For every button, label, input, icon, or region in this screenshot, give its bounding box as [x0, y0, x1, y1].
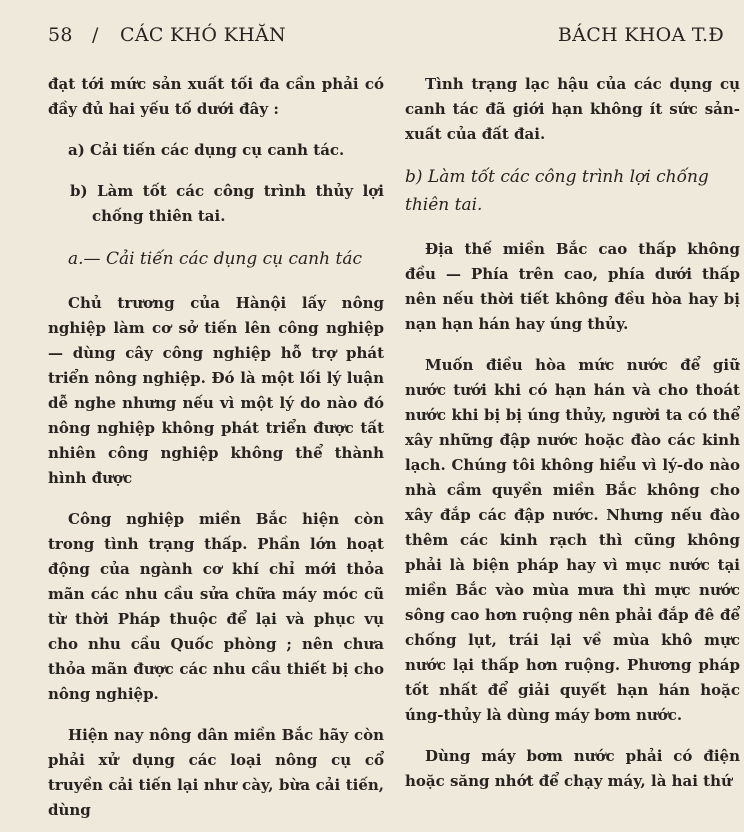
paragraph: Địa thế miền Bắc cao thấp không đều — Phía trên cao, phía dưới thấp nên nếu thời tiết không đều hòa hay bị nạn hạn hán hay úng thủy.: [405, 240, 740, 333]
left-column: [48, 72, 384, 832]
intro-paragraph: đạt tới mức sản xuất tối đa cần phải có đầy đủ hai yếu tố dưới đây :: [48, 75, 384, 118]
running-header: [48, 22, 724, 56]
publication-title: BÁCH KHOA T.Đ: [557, 24, 724, 46]
list-item-a: a) Cải tiến các dụng cụ canh tác.: [68, 141, 345, 159]
paragraph: Muốn điều hòa mức nước để giữ nước tưới khi có hạn hán và cho thoát nước khi bị bị úng thủy, người ta có thể xây những đập nước hoặc đào các kinh lạch. Chúng tôi không hiểu vì lý-do nào nhà cầm quyền miền Bắc không cho xây đắp các đập nước. Nhưng nếu đào thêm các kinh rạch thì cũng không phải là biện pháp hay vì mục nước tại miền Bắc vào mùa mưa thì mực nước sông cao hơn ruộng nên phải đắp đê để chống lụt, trái lại về mùa khô mực nước lại thấp hơn ruộng. Phương pháp tốt nhất để giải quyết hạn hán hoặc úng-thủy là dùng máy bơm nước.: [405, 356, 740, 724]
paragraph: Chủ trương của Hànội lấy nông nghiệp làm cơ sở tiến lên công nghiệp — dùng cây công nghiệp hỗ trợ phát triển nông nghiệp. Đó là một lối lý luận dễ nghe nhưng nếu vì một lý do nào đó nông nghiệp không phát triển được tất nhiên công nghiệp không thể thành hình được: [48, 294, 384, 487]
page-number: 58: [48, 24, 73, 46]
section-title: CÁC KHÓ KHĂN: [120, 24, 286, 46]
right-column: [405, 72, 740, 832]
section-heading-b: b) Làm tốt các công trình lợi chống thiên tai.: [405, 167, 709, 215]
paragraph: Dùng máy bơm nước phải có điện hoặc săng nhớt để chạy máy, là hai thứ: [405, 747, 740, 790]
header-separator: /: [92, 24, 99, 46]
paragraph: Công nghiệp miền Bắc hiện còn trong tình trạng thấp. Phần lớn hoạt động của ngành cơ khí chỉ mới thỏa mãn các nhu cầu sửa chữa máy móc cũ từ thời Pháp thuộc để lại và phục vụ cho nhu cầu Quốc phòng ; nên chưa thỏa mãn được các nhu cầu thiết bị cho nông nghiệp.: [48, 510, 384, 703]
section-heading-a: a.— Cải tiến các dụng cụ canh tác: [68, 249, 362, 269]
paragraph: Hiện nay nông dân miền Bắc hãy còn phải xử dụng các loại nông cụ cổ truyền cải tiến lại như cày, bừa cải tiến, dùng: [48, 726, 384, 819]
paragraph: Tình trạng lạc hậu của các dụng cụ canh tác đã giới hạn không ít sức sản-xuất của đất đai.: [405, 75, 740, 143]
list-item-b: b) Làm tốt các công trình thủy lợi chống thiên tai.: [70, 182, 384, 225]
